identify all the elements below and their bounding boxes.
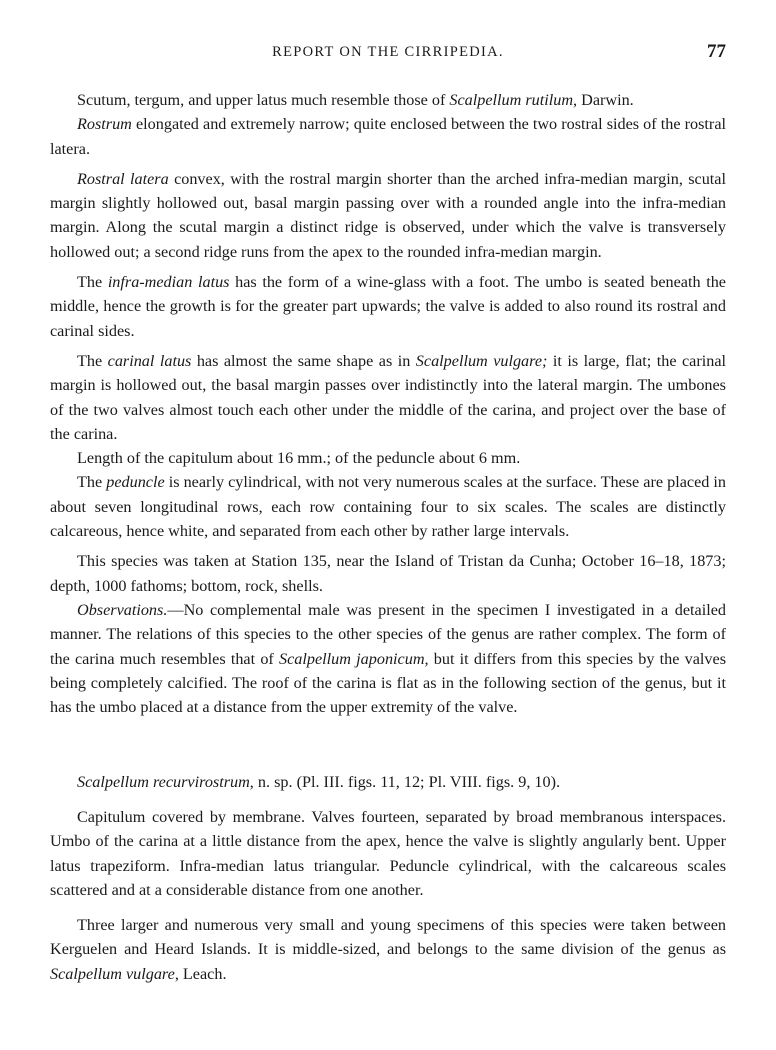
section-lead: carinal latus <box>107 351 192 370</box>
section-lead: infra-median latus <box>107 273 230 292</box>
paragraph-infra-median-latus: The infra-median latus has the form of a wine-glass with a foot. The umbo is seated beneath the middle, hence the growth is for the greater part upwards; the valve is added to also round its rostral and carinal sides. <box>50 273 726 340</box>
running-title: REPORT ON THE CIRRIPEDIA. <box>272 44 504 60</box>
species-diagnosis: Capitulum covered by membrane. Valves fourteen, separated by broad membranous interspaces. Umbo of the carina at a little distance from the apex, hence the valve is slightly angularly bent. Upper latus trapeziform. Infra-median latus triangular. Peduncle cylindrical, with the calcareous scales scattered and at a considerable distance from one another. <box>50 807 726 899</box>
running-head <box>50 41 726 66</box>
section-lead: peduncle <box>106 473 165 492</box>
paragraph-rostral-latera: Rostral latera convex, with the rostral margin shorter than the arched infra-median margin, scutal margin slightly hollowed out, basal margin passing over with a rounded angle into the infra-median margin. Along the scutal margin a distinct ridge is observed, under which the valve is transversely hollowed out; a second ridge runs from the apex to the rounded infra-median margin. <box>50 169 726 261</box>
paragraph-peduncle: The peduncle is nearly cylindrical, with not very numerous scales at the surface. These are placed in about seven longitudinal rows, each row containing four to six scales. The scales are distinctly calcareous, hence white, and separated from each other by rather large intervals. <box>50 473 727 541</box>
paragraph-observations: Observations.—No complemental male was present in the specimen I investigated in a detailed manner. The relations of this species to the other species of the genus are rather complex. The form of the carina much resembles that of Scalpellum japonicum, but it differs from this species by the valves being completely calcified. The roof of the carina is flat as in the following section of the genus, but it has the umbo placed at a distance from the upper extremity of the valve. <box>50 600 727 717</box>
species-name: Scalpellum vulgare <box>50 964 175 983</box>
species-name: Scalpellum japonicum, <box>279 649 429 668</box>
paragraph-station: This species was taken at Station 135, near the Island of Tristan da Cunha; October 16–18, 1873; depth, 1000 fathoms; bottom, rock, shells. <box>50 552 726 595</box>
species-name: Scalpellum recurvirostrum <box>77 773 250 791</box>
section-lead: Rostral latera <box>77 169 169 188</box>
page-number: 77 <box>707 41 726 62</box>
paragraph-rostrum: Rostrum elongated and extremely narrow; quite enclosed between the two rostral sides of the rostral latera. <box>50 115 726 158</box>
paragraph-carinal-latus: The carinal latus has almost the same shape as in Scalpellum vulgare; it is large, flat; the carinal margin is hollowed out, the basal margin passes over indistinctly into the lateral margin. The umbones of the two valves almost touch each other under the middle of the carina, and project over the base of the carina. <box>50 351 727 443</box>
section-lead: Rostrum <box>77 115 132 134</box>
paragraph-scutum: Scutum, tergum, and upper latus much resemble those of Scalpellum rutilum, Darwin. <box>77 91 634 109</box>
body-text <box>50 88 726 719</box>
species-closing-paragraph: Three larger and numerous very small and young specimens of this species were taken between Kerguelen and Heard Islands. It is middle-sized, and belongs to the same division of the genus as Scalpellum vulgare, Leach. <box>50 915 726 983</box>
species-name: Scalpellum vulgare; <box>415 351 548 370</box>
paragraph-length: Length of the capitulum about 16 mm.; of the peduncle about 6 mm. <box>77 449 521 468</box>
section-lead: Observations. <box>77 600 168 619</box>
species-section <box>50 770 726 986</box>
species-name: Scalpellum rutilum <box>449 91 574 109</box>
species-heading: Scalpellum recurvirostrum, n. sp. (Pl. III. figs. 11, 12; Pl. VIII. figs. 9, 10). <box>77 773 561 791</box>
